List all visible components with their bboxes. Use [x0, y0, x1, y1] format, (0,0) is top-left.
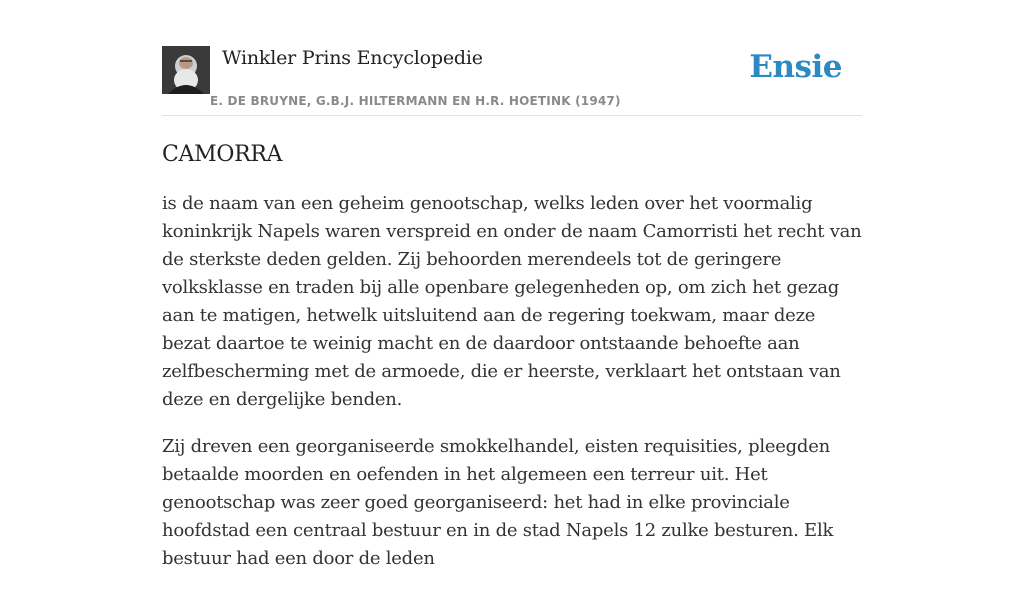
portrait-avatar-icon[interactable] — [162, 46, 210, 94]
brand-logo-link[interactable]: Ensie — [749, 49, 842, 85]
authors-line: E. DE BRUYNE, G.B.J. HILTERMANN EN H.R. HOETINK (1947) — [210, 94, 621, 108]
site-title[interactable]: Winkler Prins Encyclopedie — [222, 47, 483, 69]
article-paragraph: is de naam van een geheim genootschap, welks leden over het voormalig koninkrijk Napels waren verspreid en onder de naam Camorristi het recht van de sterkste deden gelden. Zij behoorden merendeels tot de geringere volksklasse en traden bij alle openbare gelegenheden op, om zich het gezag aan te matigen, hetwelk uitsluitend aan de regering toekwam, maar deze bezat daartoe te weinig macht en de daardoor ontstaande behoefte aan zelfbescherming met de armoede, die er heerste, verklaart het ontstaan van deze en dergelijke benden. — [162, 193, 862, 410]
article-title: CAMORRA — [162, 142, 283, 167]
header — [162, 44, 862, 116]
article-paragraph: Zij dreven een georganiseerde smokkelhandel, eisten requisities, pleegden betaalde moorden en oefenden in het algemeen een terreur uit. Het genootschap was zeer goed georganiseerd: het had in elke provinciale hoofdstad een centraal bestuur en in de stad Napels 12 zulke besturen. Elk bestuur had een door de leden — [162, 436, 834, 569]
article — [162, 140, 862, 592]
